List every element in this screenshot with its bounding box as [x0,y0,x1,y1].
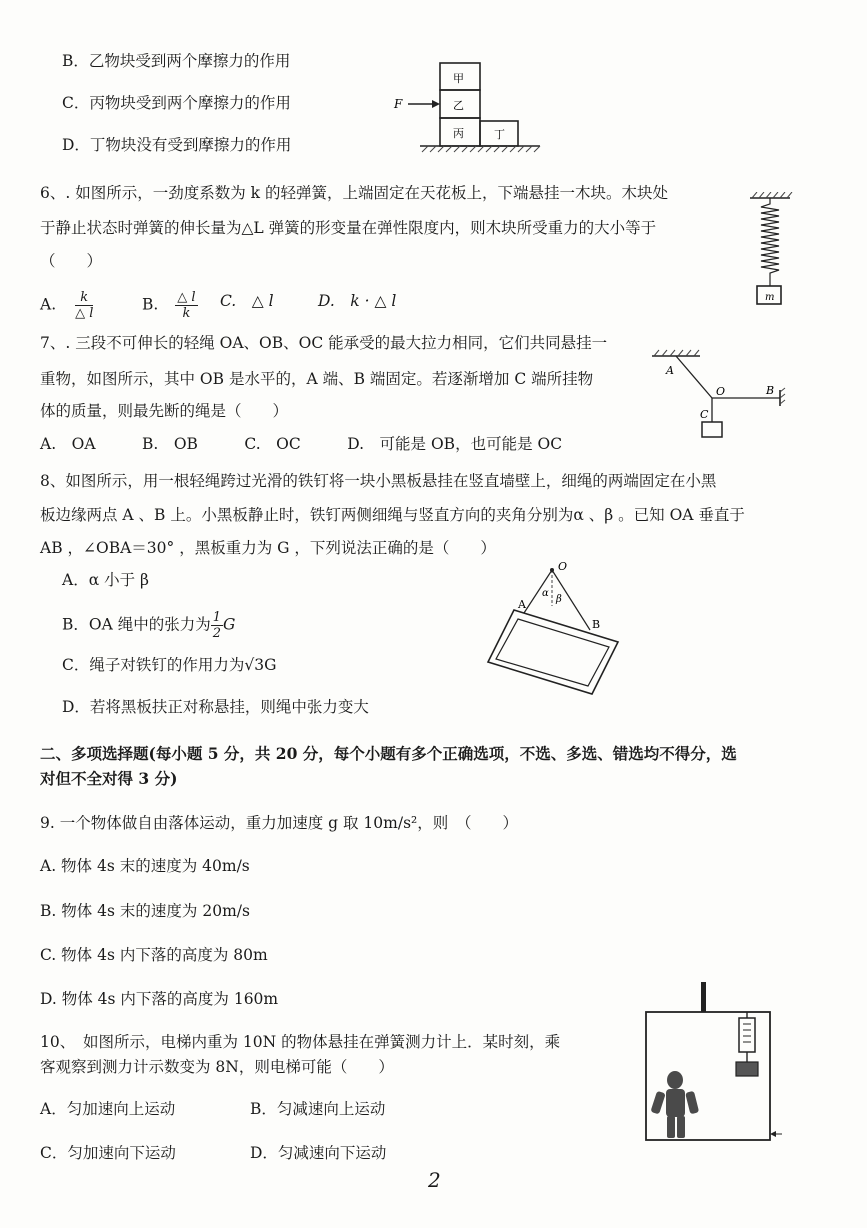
label-o: O [716,385,726,398]
label-alpha: α [542,588,549,599]
q8-option-b-text: B．OA 绳中的张力为 [62,615,211,634]
q8-option-b-fraction [211,610,223,641]
label-c: C [700,408,709,421]
hanging-object [736,1062,758,1076]
q10-stem-line2: 客观察到测力计示数变为 8N，则电梯可能（ ） [40,1058,394,1076]
q8-option-a: A．α 小于 β [62,571,149,589]
q9-option-a: A. 物体 4s 末的速度为 40m/s [40,857,250,875]
q7-stem-line3: 体的质量，则最先断的绳是（ ） [40,402,289,420]
q10-option-a: A．匀加速向上运动 [40,1100,176,1118]
q10-option-d: D．匀减速向下运动 [250,1144,387,1162]
q10-option-c: C．匀加速向下运动 [40,1144,176,1162]
section-2-heading-line2: 对但不全对得 3 分) [40,769,178,788]
label-jia: 甲 [453,72,464,85]
passenger-figure [650,1071,699,1138]
q6-spring-figure [745,192,795,308]
q6-b-numerator: △ l [177,290,196,305]
spring-scale [739,1018,755,1052]
q8-b-numerator: 1 [212,610,222,625]
label-a: A [666,364,674,377]
q5-option-d: D．丁物块没有受到摩擦力的作用 [62,136,292,154]
q5-option-b: B．乙物块受到两个摩擦力的作用 [62,52,291,70]
label-bing: 丙 [453,127,464,140]
force-label: F [394,97,403,111]
q8-option-d: D．若将黑板扶正对称悬挂，则绳中张力变大 [62,698,369,716]
q8-option-c: C．绳子对铁钉的作用力为√3G [62,656,277,674]
q6-option-b-label: B. [142,295,159,314]
q6-option-d: D. k · △ l [318,292,397,310]
elevator-cable [701,982,706,1012]
q8-stem-line2: 板边缘两点 A 、B 上。小黑板静止时，铁钉两侧细绳与竖直方向的夹角分别为α 、β 。已知 OA 垂直于 [40,506,745,524]
mass-label: m [765,292,775,303]
q6-option-a-fraction [75,290,93,321]
label-o: O [558,560,568,573]
q8-stem-line1: 8、如图所示，用一根轻绳跨过光滑的铁钉将一块小黑板悬挂在竖直墙壁上，细绳的两端固定在小黑 [40,472,717,490]
q7-options: A. OA B. OB C. OC D. 可能是 OB，也可能是 OC [40,435,563,453]
q6-option-a [40,290,93,321]
label-ding: 丁 [494,128,505,141]
q7-stem-line1: 7、. 三段不可伸长的轻绳 OA、OB、OC 能承受的最大拉力相同，它们共同悬挂一 [40,334,608,352]
spring [761,198,779,286]
q5-blocks-figure [390,55,550,160]
q9-option-b: B. 物体 4s 末的速度为 20m/s [40,902,250,920]
q6-option-b-fraction [175,290,197,321]
q10-elevator-figure [640,978,790,1148]
hanging-weight [702,422,722,437]
label-b: B [766,384,775,397]
label-beta: β [556,594,562,605]
q8-option-b-g: G [223,615,236,634]
q6-a-numerator: k [75,290,93,306]
label-b: B [592,618,601,631]
q8-blackboard-figure [478,558,628,698]
q6-b-denominator: k [182,306,191,321]
q9-option-d: D. 物体 4s 内下落的高度为 160m [40,990,279,1008]
section-2-heading-line1: 二、多项选择题(每小题 5 分，共 20 分，每个小题有多个正确选项，不选、多选、错选均不得分，选 [40,744,737,763]
q9-stem: 9. 一个物体做自由落体运动，重力加速度 g 取 10m/s²，则 （ ） [40,814,518,832]
q8-b-denominator: 2 [212,626,222,641]
q6-stem-line3: （ ） [40,252,103,270]
q7-stem-line2: 重物，如图所示，其中 OB 是水平的，A 端、B 端固定。若逐渐增加 C 端所挂物 [40,370,594,388]
label-a: A [518,598,526,611]
q6-stem-line1: 6、. 如图所示，一劲度系数为 k 的轻弹簧，上端固定在天花板上，下端悬挂一木块。木块处 [40,184,668,202]
q10-stem-line1: 10、 如图所示，电梯内重为 10N 的物体悬挂在弹簧测力计上．某时刻，乘 [40,1033,561,1051]
q6-option-c: C. △ l [220,292,274,310]
q6-stem-line2: 于静止状态时弹簧的伸长量为△L 弹簧的形变量在弹性限度内，则木块所受重力的大小等于 [40,219,657,237]
q6-option-a-label: A. [40,295,57,314]
q8-stem-line3: AB ，∠OBA＝30° ，黑板重力为 G ，下列说法正确的是（ ） [40,539,496,557]
nail [550,568,554,572]
label-yi: 乙 [453,99,464,112]
q5-option-c: C．丙物块受到两个摩擦力的作用 [62,94,291,112]
q6-option-b [142,290,198,321]
q9-option-c: C. 物体 4s 内下落的高度为 80m [40,946,268,964]
q7-rope-figure [650,348,795,440]
q8-option-b [62,610,235,641]
page-number: 2 [428,1168,441,1192]
q6-a-denominator: △ l [75,306,94,321]
q10-option-b: B．匀减速向上运动 [250,1100,386,1118]
rope-oa [676,356,712,398]
